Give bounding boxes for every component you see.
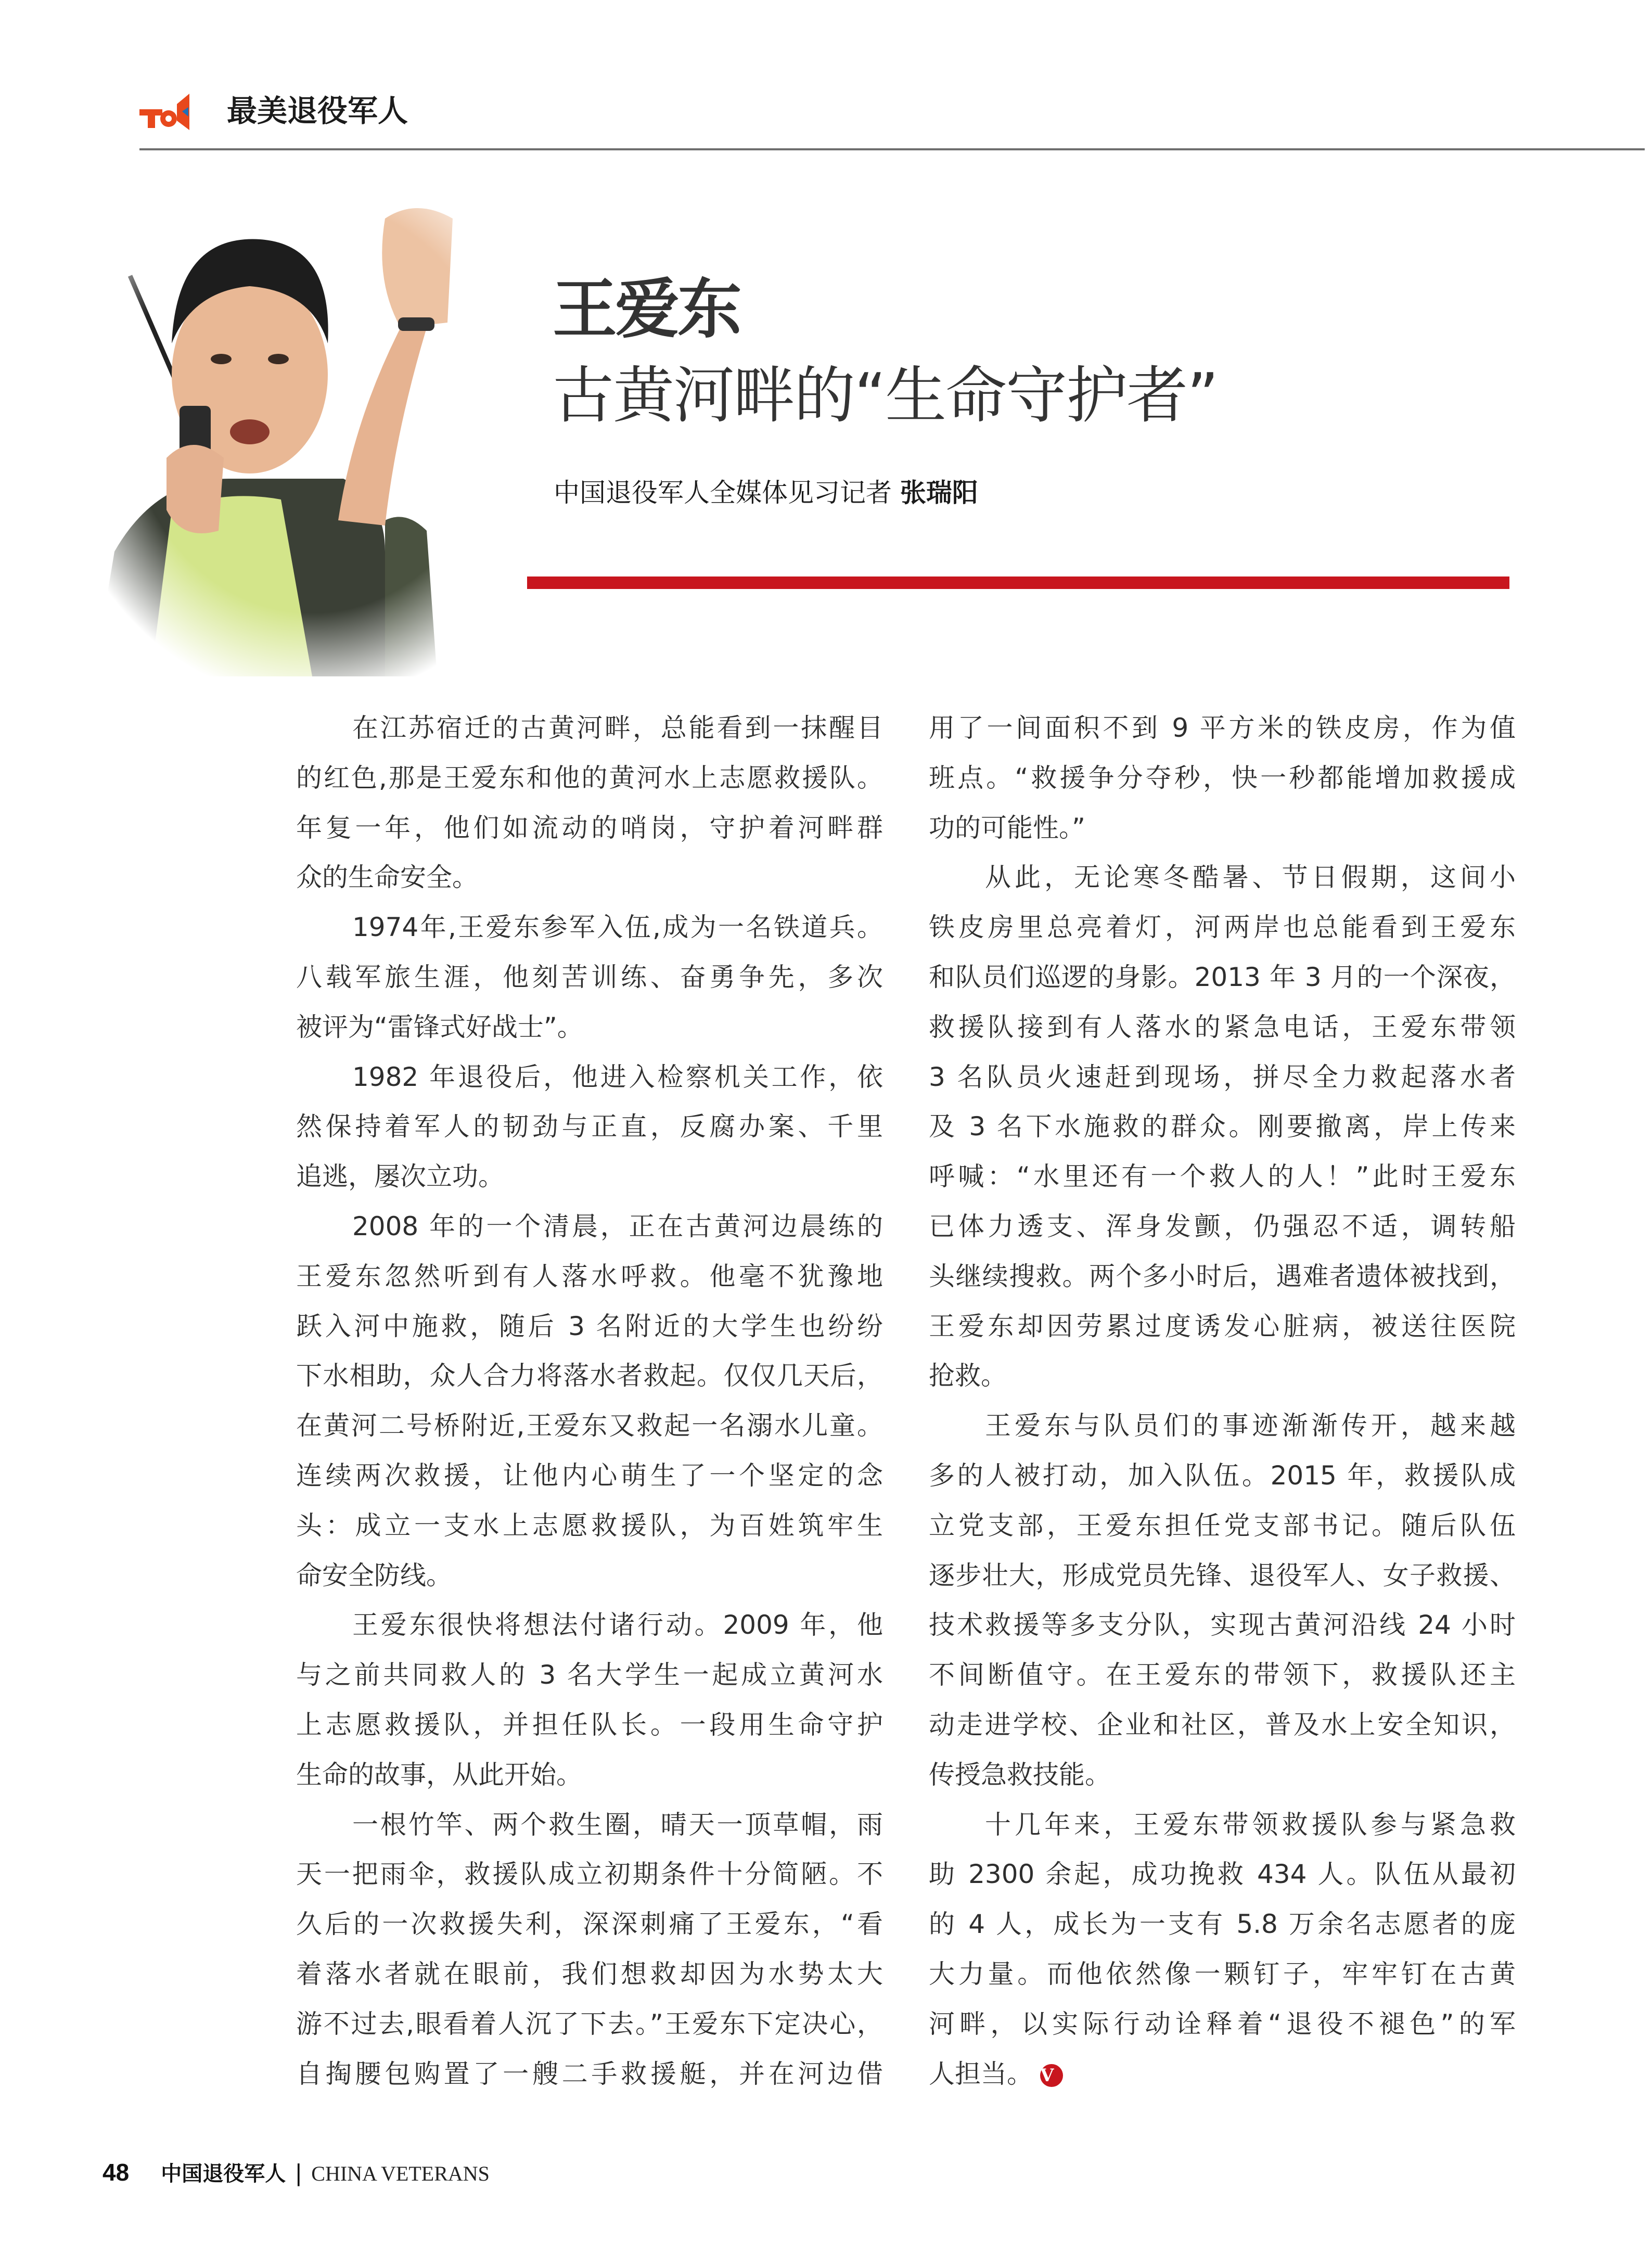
body-text: 逐步壮大，形成党员先锋、退役军人、女子救援、 (929, 1560, 1516, 1591)
body-text-line (296, 1501, 883, 1551)
body-text: 众的生命安全。 (296, 862, 478, 893)
body-text: 八载军旅生涯，他刻苦训练、奋勇争先，多次 (296, 962, 883, 992)
body-text: 和队员们巡逻的身影。2013 年 3 月的一个深夜， (929, 962, 1516, 992)
article-title-name: 王爱东 (553, 272, 740, 347)
body-text: 年复一年，他们如流动的哨岗，守护着河畔群 (296, 812, 883, 843)
body-column-left (296, 703, 883, 2099)
footer-magazine-cn: 中国退役军人 (161, 2162, 286, 2186)
body-text-line (929, 2000, 1516, 2049)
body-text: 用了一间面积不到 9 平方米的铁皮房，作为值 (929, 713, 1516, 743)
body-text-line (296, 1351, 883, 1401)
body-text: 上志愿救援队，并担任队长。一段用生命守护 (296, 1709, 883, 1740)
page-number: 48 (103, 2159, 130, 2186)
body-text: 命安全防线。 (296, 1560, 452, 1591)
body-text: 2008 年的一个清晨，正在古黄河边晨练的 (352, 1211, 883, 1241)
body-text-line (929, 1152, 1516, 1202)
body-text: 动走进学校、企业和社区，普及水上安全知识， (929, 1709, 1516, 1740)
body-text: 呼喊：“水里还有一个救人的人！”此时王爱东 (929, 1161, 1516, 1192)
body-text-line (929, 1551, 1516, 1601)
body-text-line (929, 1850, 1516, 1900)
body-text-line (929, 703, 1516, 753)
body-text: 人担当。 (929, 2058, 1033, 2089)
body-text-line (296, 1003, 883, 1053)
body-text: 在江苏宿迁的古黄河畔，总能看到一抹醒目 (352, 713, 883, 743)
body-text: 头：成立一支水上志愿救援队，为百姓筑牢生 (296, 1510, 883, 1541)
body-text-line (296, 1800, 883, 1850)
body-text-line (296, 1202, 883, 1252)
body-text: 从此，无论寒冬酷暑、节日假期，这间小 (985, 862, 1516, 893)
body-text: 已体力透支、浑身发颤，仍强忍不适，调转船 (929, 1211, 1516, 1241)
body-text-line (296, 1850, 883, 1900)
body-text-line (929, 753, 1516, 803)
body-text-line (929, 1800, 1516, 1850)
body-text: 天一把雨伞，救援队成立初期条件十分简陋。不 (296, 1859, 883, 1890)
body-text-line (929, 1003, 1516, 1053)
body-text-line (296, 753, 883, 803)
body-text-line (296, 2049, 883, 2099)
body-text: 的红色,那是王爱东和他的黄河水上志愿救援队。 (296, 762, 883, 793)
body-column-right (929, 703, 1516, 2099)
body-text-line (296, 953, 883, 1003)
body-text: 班点。“救援争分夺秒，快一秒都能增加救援成 (929, 762, 1516, 793)
body-text-line (929, 1053, 1516, 1103)
body-text-line (296, 1451, 883, 1501)
body-text: 王爱东与队员们的事迹渐渐传开，越来越 (985, 1411, 1516, 1441)
body-text: 久后的一次救援失利，深深刺痛了王爱东，“看 (296, 1909, 883, 1940)
body-text-line (296, 853, 883, 903)
header-divider (139, 148, 1645, 150)
body-text-line (296, 1650, 883, 1700)
byline-prefix: 中国退役军人全媒体见习记者 (554, 478, 892, 508)
byline (554, 476, 978, 509)
body-text-line (296, 1600, 883, 1650)
body-text: 救援队接到有人落水的紧急电话，王爱东带领 (929, 1011, 1516, 1042)
body-text: 3 名队员火速赶到现场，拼尽全力救起落水者 (929, 1061, 1516, 1092)
body-text: 及 3 名下水施救的群众。刚要撤离，岸上传来 (929, 1111, 1516, 1142)
body-text: 抢救。 (929, 1361, 1007, 1391)
body-text: 一根竹竿、两个救生圈，晴天一顶草帽，雨 (352, 1809, 883, 1840)
body-text: 与之前共同救人的 3 名大学生一起成立黄河水 (296, 1660, 883, 1690)
section-title: 最美退役军人 (227, 93, 408, 129)
body-text-line (929, 803, 1516, 853)
page-footer (103, 2154, 490, 2190)
body-text: 功的可能性。” (929, 812, 1085, 843)
body-text: 1982 年退役后，他进入检察机关工作，依 (352, 1061, 883, 1092)
body-text: 然保持着军人的韧劲与正直，反腐办案、千里 (296, 1111, 883, 1142)
body-text-line (296, 1551, 883, 1601)
body-text-line (296, 1900, 883, 1950)
body-text: 助 2300 余起，成功挽救 434 人。队伍从最初 (929, 1859, 1516, 1890)
footer-magazine-en: CHINA VETERANS (311, 2162, 490, 2185)
body-text: 在黄河二号桥附近,王爱东又救起一名溺水儿童。 (296, 1411, 883, 1441)
section-logo-icon (139, 94, 201, 130)
body-text: 大力量。而他依然像一颗钉子，牢牢钉在古黄 (929, 1958, 1516, 1989)
body-text-line (929, 2049, 1516, 2099)
body-text: 生命的故事，从此开始。 (296, 1759, 582, 1790)
body-text: 立党支部，王爱东担任党支部书记。随后队伍 (929, 1510, 1516, 1541)
body-text: 铁皮房里总亮着灯，河两岸也总能看到王爱东 (929, 912, 1516, 943)
body-text-line (929, 1600, 1516, 1650)
portrait-illustration (94, 187, 531, 676)
body-text-line (929, 1650, 1516, 1700)
body-text: 的 4 人，成长为一支有 5.8 万余名志愿者的庞 (929, 1909, 1516, 1940)
body-text: 1974年,王爱东参军入伍,成为一名铁道兵。 (352, 912, 883, 943)
body-text-line (929, 1351, 1516, 1401)
body-text-line (296, 1750, 883, 1800)
body-text: 被评为“雷锋式好战士”。 (296, 1011, 583, 1042)
body-text-line (296, 703, 883, 753)
body-text: 河畔，以实际行动诠释着“退役不褪色”的军 (929, 2008, 1516, 2039)
body-text-line (296, 1401, 883, 1451)
body-text: 着落水者就在眼前，我们想救却因为水势太大 (296, 1958, 883, 1989)
byline-author: 张瑞阳 (900, 478, 978, 508)
body-text: 自掏腰包购置了一艘二手救援艇，并在河边借 (296, 2058, 883, 2089)
body-text: 下水相助，众人合力将落水者救起。仅仅几天后， (296, 1361, 883, 1391)
body-text: 王爱东很快将想法付诸行动。2009 年，他 (352, 1610, 883, 1641)
body-text-line (929, 1451, 1516, 1501)
end-mark-icon: V (1040, 2064, 1063, 2087)
body-text-line (929, 1202, 1516, 1252)
body-text-line (929, 1252, 1516, 1302)
body-text-line (296, 1302, 883, 1352)
body-text-line (929, 853, 1516, 903)
body-text-line (296, 1053, 883, 1103)
body-text-line (929, 1102, 1516, 1152)
body-text: 跃入河中施救，随后 3 名附近的大学生也纷纷 (296, 1311, 883, 1341)
body-text-line (929, 1900, 1516, 1950)
body-text-line (296, 1252, 883, 1302)
body-text-line (296, 1950, 883, 2000)
article-subtitle: 古黄河畔的“生命守护者” (553, 360, 1218, 431)
body-text: 多的人被打动，加入队伍。2015 年，救援队成 (929, 1460, 1516, 1491)
body-text-line (296, 1152, 883, 1202)
body-text-line (296, 903, 883, 953)
body-text: 王爱东忽然听到有人落水呼救。他毫不犹豫地 (296, 1261, 883, 1291)
body-text: 传授急救技能。 (929, 1759, 1111, 1790)
body-text-line (929, 903, 1516, 953)
body-text-line (296, 2000, 883, 2049)
body-text-line (929, 953, 1516, 1003)
body-text: 连续两次救援，让他内心萌生了一个坚定的念 (296, 1460, 883, 1491)
body-text: 不间断值守。在王爱东的带领下，救援队还主 (929, 1660, 1516, 1690)
body-text: 十几年来，王爱东带领救援队参与紧急救 (985, 1809, 1516, 1840)
body-text-line (296, 1700, 883, 1750)
body-text-line (929, 1700, 1516, 1750)
body-text-line (296, 1102, 883, 1152)
body-text-line (929, 1302, 1516, 1352)
body-text: 头继续搜救。两个多小时后，遇难者遗体被找到， (929, 1261, 1516, 1291)
body-text-line (929, 1401, 1516, 1451)
body-text-line (929, 1950, 1516, 2000)
title-accent-bar (527, 576, 1509, 589)
body-text-line (296, 803, 883, 853)
body-text: 追逃，屡次立功。 (296, 1161, 504, 1192)
body-text-line (929, 1750, 1516, 1800)
body-text: 游不过去,眼看着人沉了下去。”王爱东下定决心， (296, 2008, 883, 2039)
body-text: 王爱东却因劳累过度诱发心脏病，被送往医院 (929, 1311, 1516, 1341)
body-text: 技术救援等多支分队，实现古黄河沿线 24 小时 (929, 1610, 1516, 1641)
footer-separator: | (294, 2160, 303, 2186)
body-text-line (929, 1501, 1516, 1551)
